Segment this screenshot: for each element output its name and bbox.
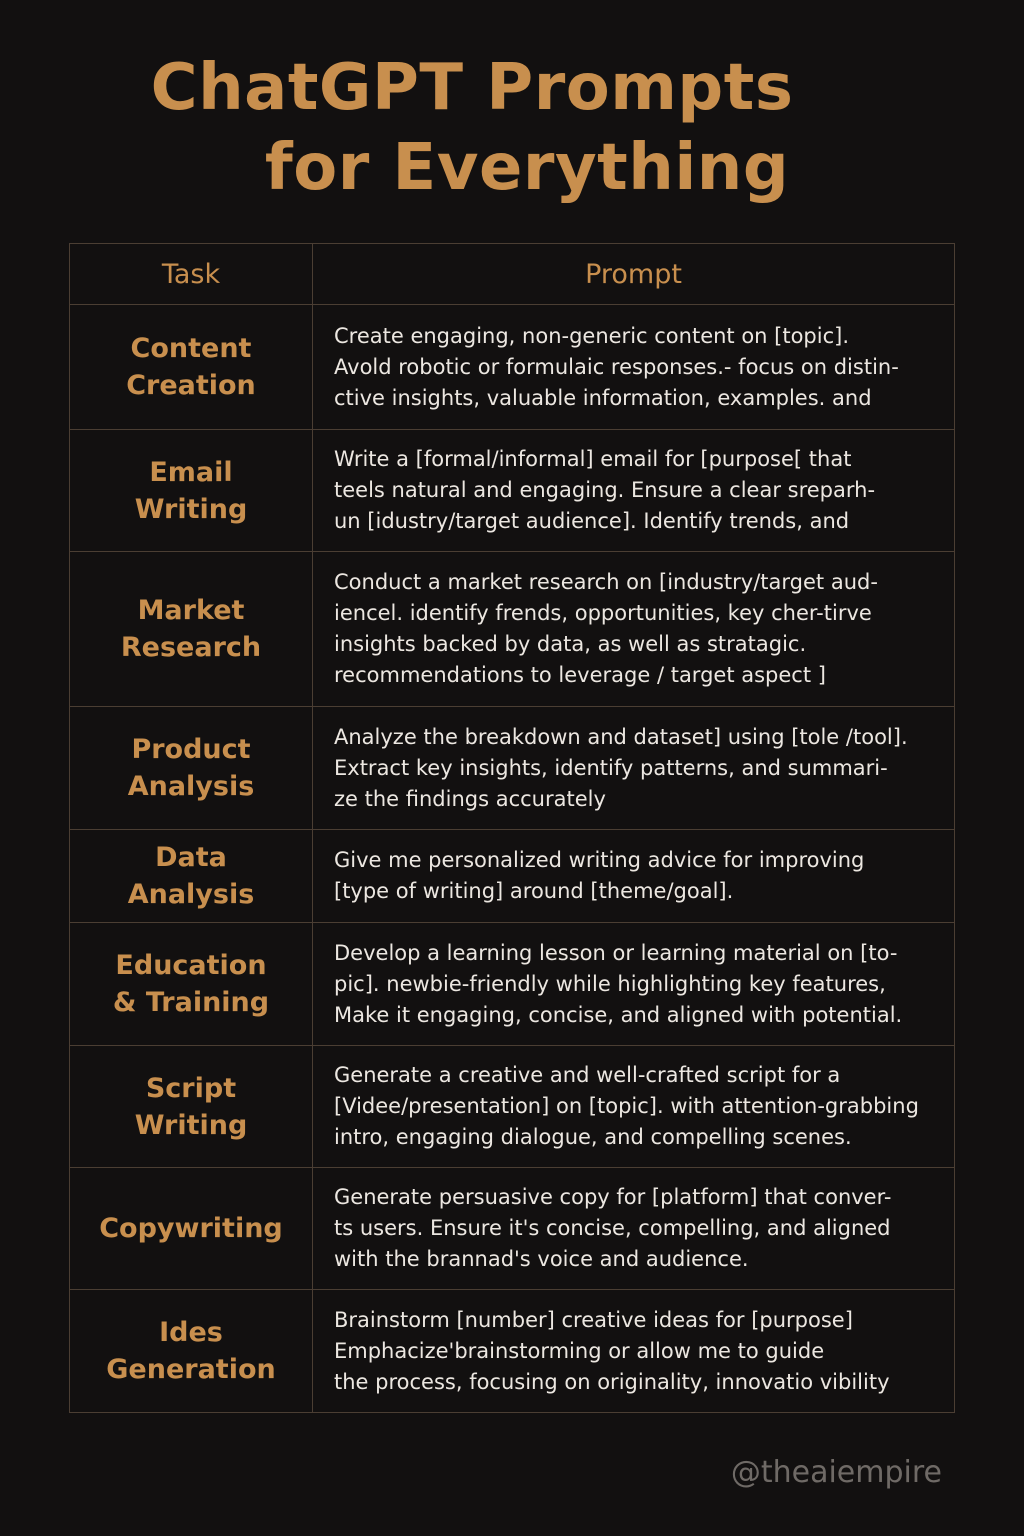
task-label-line: Education: [115, 950, 267, 981]
page-title: [0, 48, 1024, 208]
watermark-handle: @theaiempire: [730, 1455, 942, 1490]
task-cell: [70, 552, 313, 707]
task-label-line: & Training: [112, 987, 270, 1018]
prompt-cell: [313, 1168, 955, 1290]
prompt-text-line: the process, focusing on originality, innovatio vibility: [334, 1369, 890, 1394]
column-header-prompt: Prompt: [313, 244, 955, 305]
table-row: [70, 923, 955, 1046]
task-label-line: Research: [120, 632, 262, 663]
task-cell: [70, 305, 313, 430]
task-cell: [70, 923, 313, 1046]
table-row: [70, 430, 955, 552]
table-row: [70, 305, 955, 430]
task-label-line: Market: [137, 595, 245, 626]
prompt-table: [69, 243, 955, 1413]
table-header-row: [70, 244, 955, 305]
prompt-cell: [313, 1290, 955, 1413]
prompt-cell: [313, 430, 955, 552]
task-cell: [70, 830, 313, 923]
task-label-line: Copywriting: [99, 1213, 283, 1244]
prompt-text-line: Write a [formal/informal] email for [purpose[ that: [334, 447, 852, 471]
task-label-line: Ides: [159, 1317, 223, 1348]
prompt-cell: [313, 830, 955, 923]
prompt-cell: [313, 552, 955, 707]
task-label-line: Generation: [106, 1354, 276, 1385]
prompt-cell: [313, 923, 955, 1046]
task-label-line: Product: [131, 734, 251, 765]
table-row: [70, 1046, 955, 1168]
prompt-text-line: iencel. identify frends, opportunities, key cher-tirve: [334, 601, 872, 625]
prompt-text-line: [type of writing] around [theme/goal].: [334, 879, 734, 903]
prompt-text-line: Brainstorm [number] creative ideas for [purpose]: [334, 1307, 853, 1332]
table-row: [70, 830, 955, 923]
prompt-cell: [313, 707, 955, 830]
table-row: [70, 707, 955, 830]
title-line-1: ChatGPT Prompts: [150, 51, 794, 125]
prompt-text-line: ctive insights, valuable information, examples. and: [334, 385, 872, 410]
column-header-task: Task: [70, 244, 313, 305]
task-label-line: Content: [130, 333, 252, 364]
prompt-text-line: Give me personalized writing advice for improving: [334, 848, 865, 872]
prompt-text-line: [Videe/presentation] on [topic]. with attention-grabbing: [334, 1094, 919, 1118]
task-cell: [70, 1290, 313, 1413]
prompt-text-line: ze the findings accurately: [334, 786, 606, 811]
task-label-line: Analysis: [127, 879, 255, 910]
task-label-line: Writing: [134, 1109, 248, 1141]
prompt-text-line: Make it engaging, concise, and aligned with potential.: [334, 1002, 903, 1027]
task-label-line: Creation: [126, 370, 256, 401]
table-row: [70, 1290, 955, 1413]
prompt-text-line: intro, engaging dialogue, and compelling scenes.: [334, 1125, 852, 1149]
prompt-text-line: Avold robotic or formulaic responses.- focus on distin-: [334, 354, 899, 379]
task-label-line: Script: [145, 1072, 237, 1104]
task-label-line: Analysis: [127, 771, 255, 802]
task-label-line: Email: [149, 456, 233, 488]
prompt-text-line: insights backed by data, as well as stratagic.: [334, 632, 807, 656]
prompt-text-line: Emphacize'brainstorming or allow me to guide: [334, 1338, 825, 1363]
task-label-line: Writing: [134, 493, 248, 525]
prompt-text-line: teels natural and engaging. Ensure a clear sreparh-: [334, 478, 876, 502]
prompt-text-line: Analyze the breakdown and dataset] using [tole /tool].: [334, 724, 908, 749]
prompt-text-line: Extract key insights, identify patterns, and summari-: [334, 755, 888, 780]
task-cell: [70, 1046, 313, 1168]
task-cell: [70, 430, 313, 552]
prompt-text-line: pic]. newbie-friendly while highlighting key features,: [334, 971, 886, 996]
table-row: [70, 552, 955, 707]
prompt-text-line: Conduct a market research on [industry/target aud-: [334, 570, 878, 594]
prompt-text-line: Create engaging, non-generic content on [topic].: [334, 323, 850, 348]
task-cell: [70, 707, 313, 830]
prompt-text-line: Develop a learning lesson or learning material on [to-: [334, 940, 898, 965]
prompt-cell: [313, 1046, 955, 1168]
task-label-line: Data: [155, 842, 227, 873]
prompt-text-line: ts users. Ensure it's concise, compelling, and aligned: [334, 1216, 891, 1240]
prompt-text-line: with the brannad's voice and audience.: [334, 1247, 749, 1271]
task-cell: [70, 1168, 313, 1290]
prompt-cell: [313, 305, 955, 430]
prompt-text-line: Generate persuasive copy for [platform] that conver-: [334, 1185, 892, 1209]
title-line-2: for Everything: [264, 131, 790, 205]
prompt-text-line: recommendations to leverage / target aspect ]: [334, 663, 826, 687]
prompt-text-line: un [idustry/target audience]. Identify trends, and: [334, 509, 850, 533]
table-row: [70, 1168, 955, 1290]
prompt-text-line: Generate a creative and well-crafted script for a: [334, 1063, 841, 1087]
